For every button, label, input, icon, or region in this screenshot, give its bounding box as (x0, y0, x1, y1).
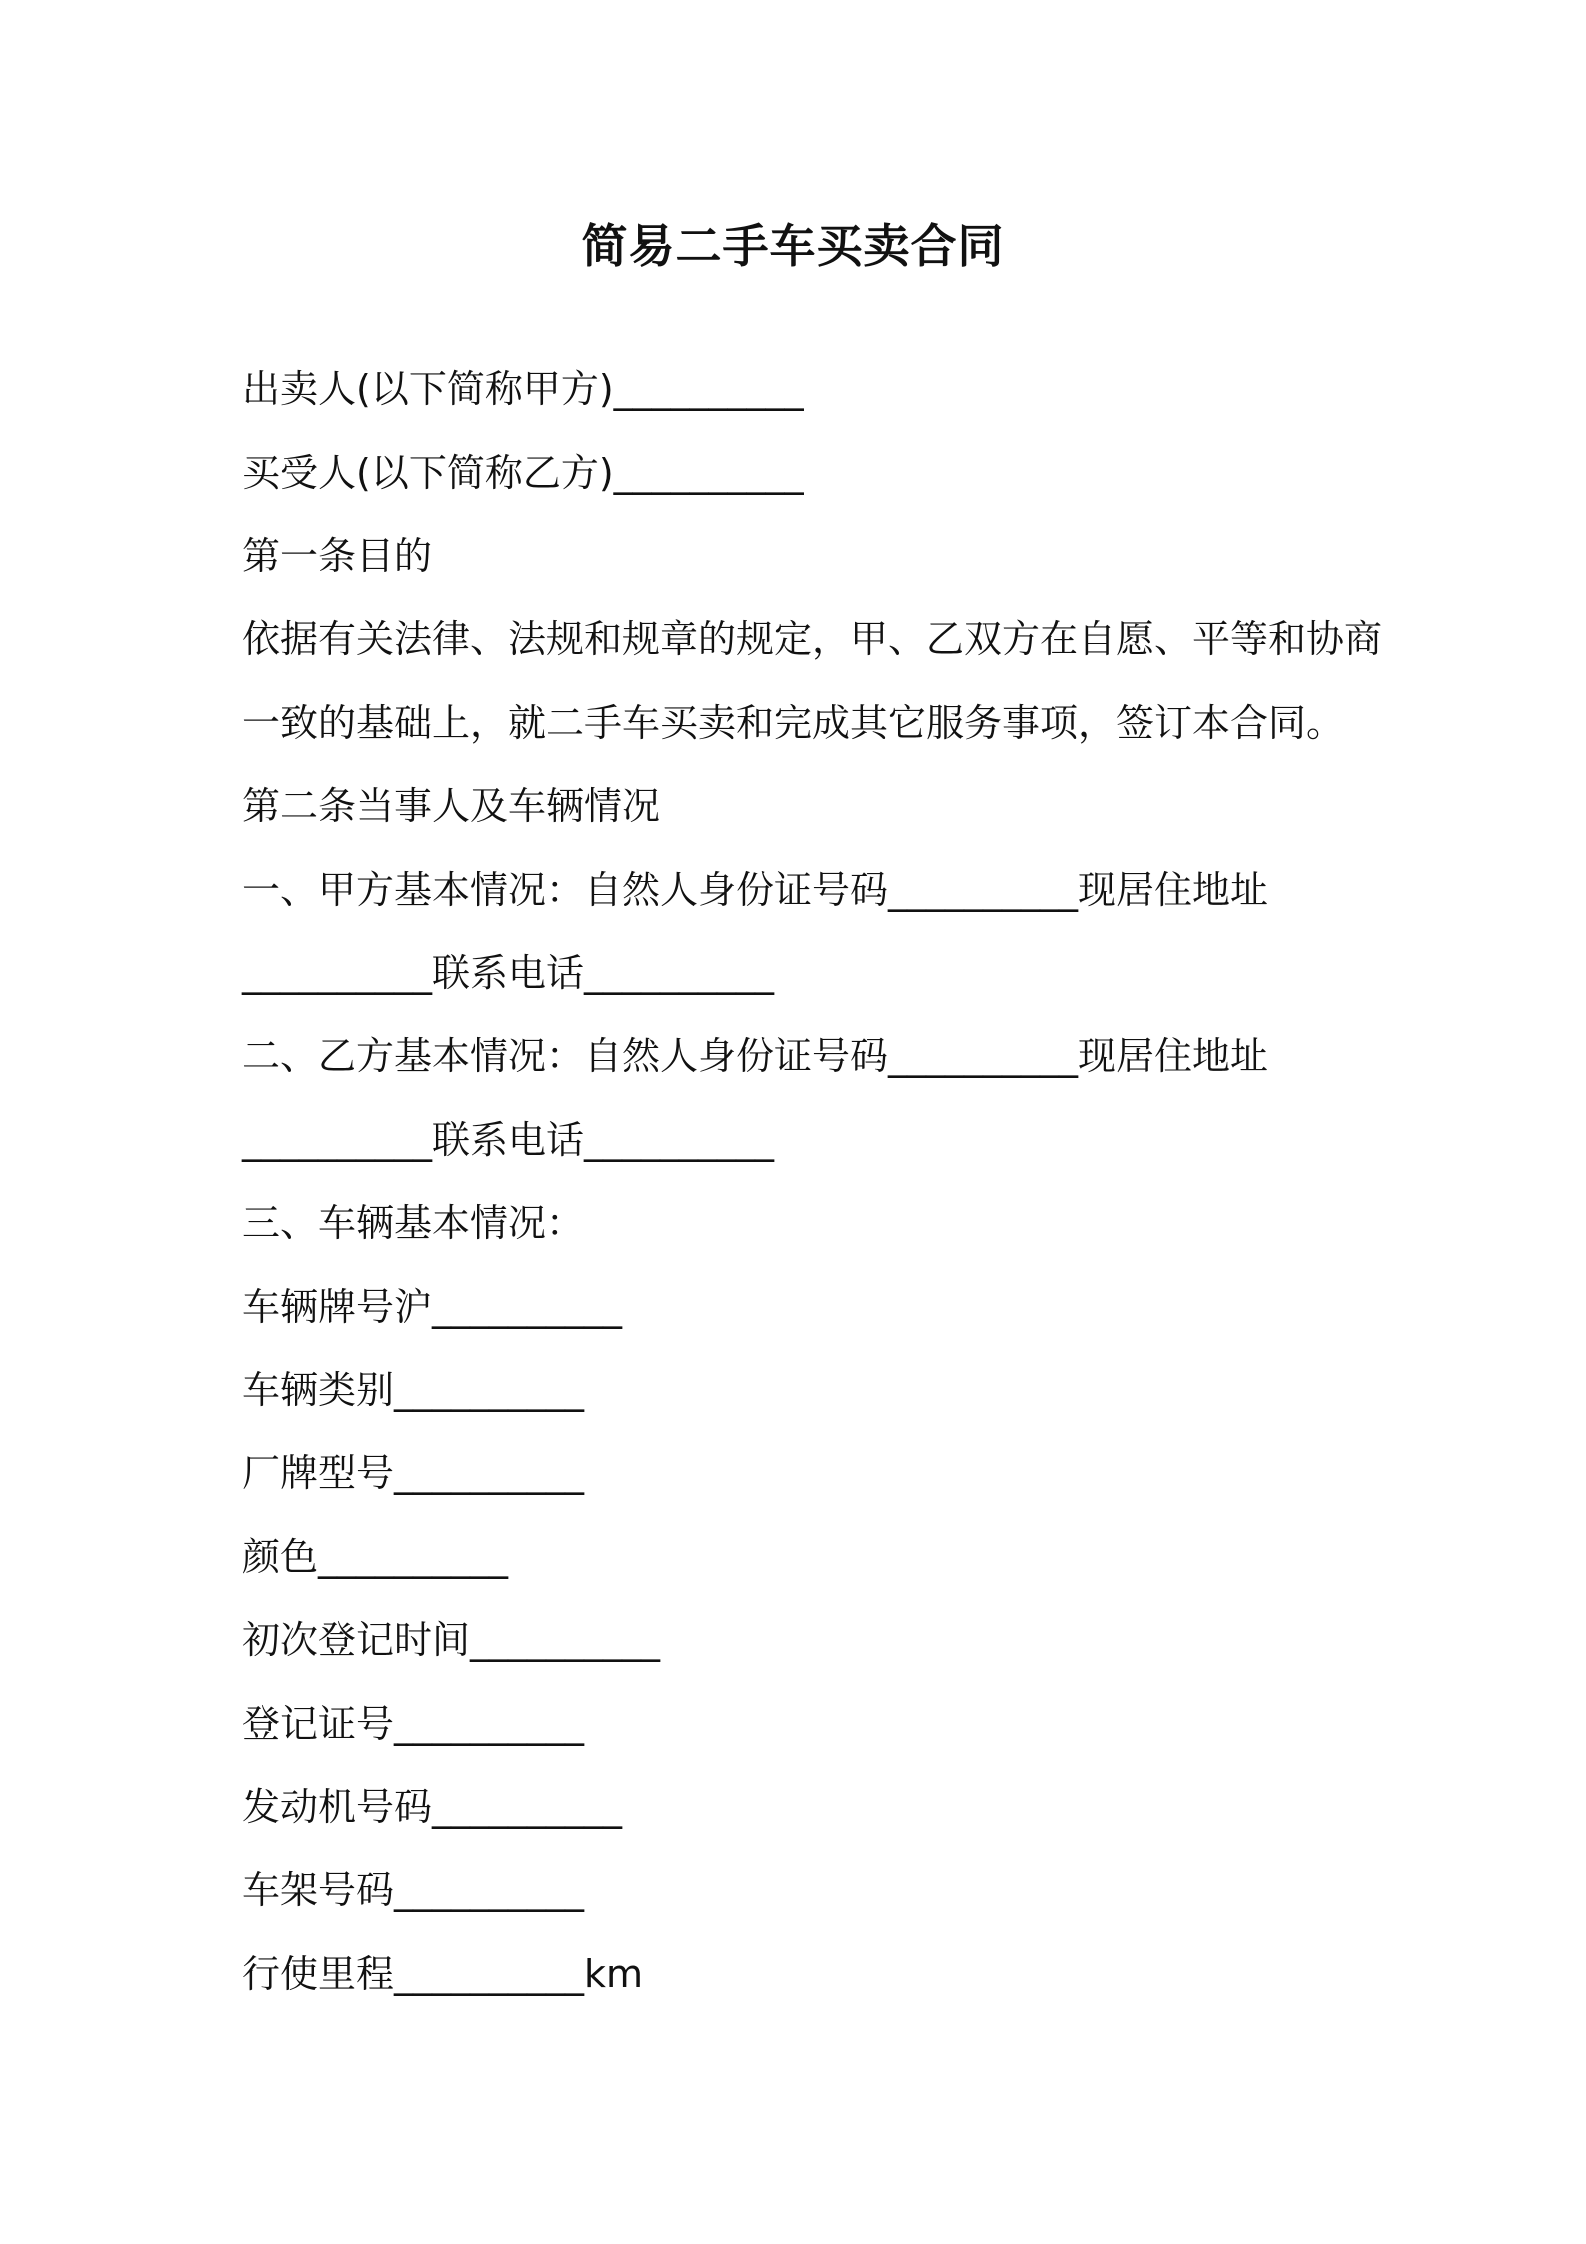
buyer-line: 买受人(以下简称乙方)__________ (242, 451, 804, 495)
frame-number-line: 车架号码__________ (242, 1868, 585, 1912)
vehicle-info-heading: 三、车辆基本情况： (242, 1201, 585, 1245)
party-a-info-line-1: 一、甲方基本情况：自然人身份证号码__________现居住地址 (242, 868, 1269, 912)
mileage-line: 行使里程__________km (242, 1952, 644, 1996)
plate-number-line: 车辆牌号沪__________ (242, 1285, 623, 1329)
document-title: 简易二手车买卖合同 (581, 219, 1005, 273)
article-1-text-line-1: 依据有关法律、法规和规章的规定，甲、乙双方在自愿、平等和协商 (242, 617, 1383, 661)
article-1-heading: 第一条目的 (242, 534, 433, 578)
article-1-text-line-2: 一致的基础上，就二手车买卖和完成其它服务事项，签订本合同。 (242, 701, 1345, 745)
color-line: 颜色__________ (242, 1535, 509, 1579)
party-b-info-line-2: __________联系电话__________ (242, 1118, 775, 1162)
brand-model-line: 厂牌型号__________ (242, 1451, 585, 1495)
seller-line: 出卖人(以下简称甲方)__________ (242, 367, 804, 411)
party-a-info-line-2: __________联系电话__________ (242, 951, 775, 995)
vehicle-category-line: 车辆类别__________ (242, 1368, 585, 1412)
registration-number-line: 登记证号__________ (242, 1702, 585, 1746)
article-2-heading: 第二条当事人及车辆情况 (242, 784, 661, 828)
party-b-info-line-1: 二、乙方基本情况：自然人身份证号码__________现居住地址 (242, 1034, 1269, 1078)
first-registration-line: 初次登记时间__________ (242, 1618, 661, 1662)
engine-number-line: 发动机号码__________ (242, 1785, 623, 1829)
